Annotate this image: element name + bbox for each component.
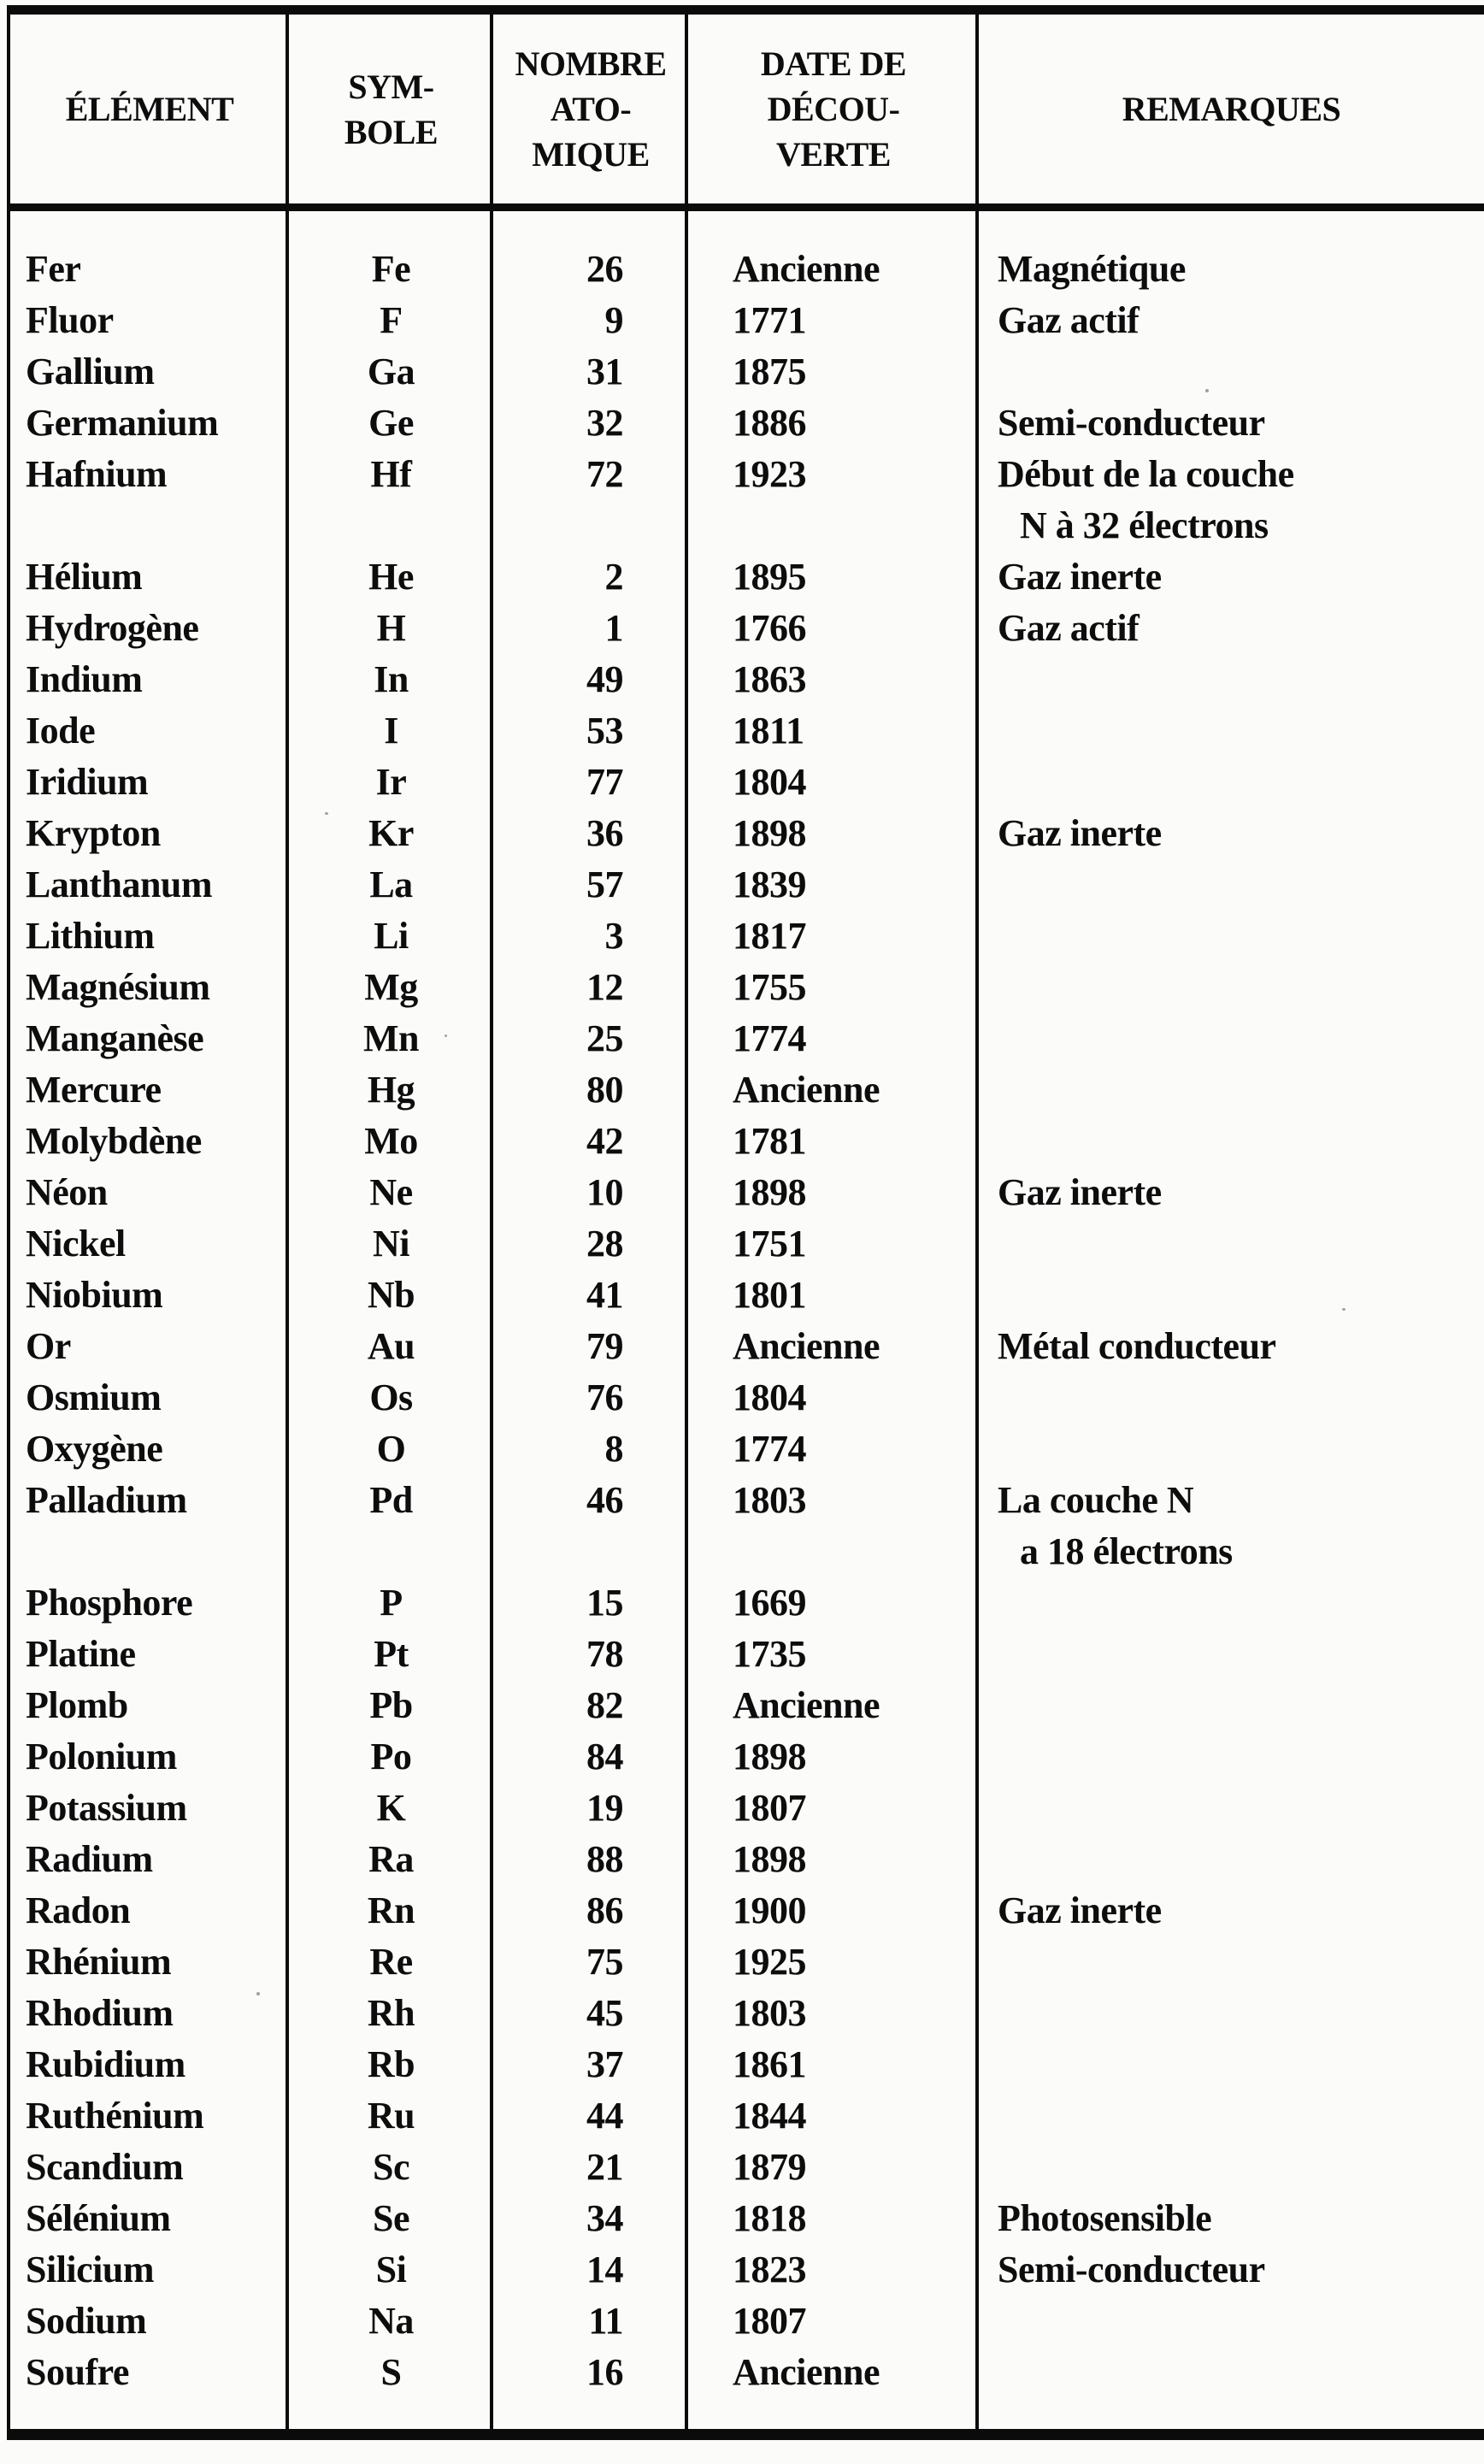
element-symbol: La	[369, 864, 413, 905]
element-name: Sodium	[26, 2300, 147, 2342]
discovery-date: 1803	[733, 1479, 806, 1521]
remark	[979, 654, 1484, 705]
scan-speckle	[325, 812, 328, 815]
element-name: Sélénium	[26, 2197, 171, 2239]
element-name: Scandium	[26, 2146, 184, 2188]
element-symbol: Ra	[368, 1838, 414, 1880]
remark	[979, 2296, 1484, 2347]
discovery-date: 1807	[733, 1787, 806, 1829]
table-row	[10, 1988, 1484, 2039]
header-element	[10, 15, 289, 203]
element-name: Silicium	[26, 2249, 155, 2290]
element-name: Phosphore	[26, 1582, 193, 1624]
discovery-date: 1839	[733, 864, 806, 905]
remark-line1: Gaz inerte	[998, 1171, 1162, 1213]
discovery-date: 1898	[733, 1838, 806, 1880]
discovery-date: Ancienne	[733, 1325, 880, 1367]
table-row	[10, 911, 1484, 962]
table-row	[10, 295, 1484, 346]
table-row	[10, 2244, 1484, 2296]
element-name: Or	[26, 1325, 71, 1367]
atomic-number: 12	[586, 966, 623, 1008]
remark	[979, 2244, 1484, 2296]
atomic-number: 36	[586, 812, 623, 854]
table-row	[10, 1372, 1484, 1424]
discovery-date: 1804	[733, 761, 806, 803]
remark-line1: Début de la couche	[998, 453, 1294, 495]
element-name: Manganèse	[26, 1017, 204, 1059]
element-symbol: He	[368, 556, 414, 598]
table-row	[10, 1475, 1484, 1577]
element-name: Hydrogène	[26, 607, 199, 649]
remark	[979, 2142, 1484, 2193]
element-symbol: Ir	[375, 761, 407, 803]
element-name: Ruthénium	[26, 2095, 204, 2137]
element-name: Krypton	[26, 812, 161, 854]
element-symbol: Re	[369, 1941, 413, 1983]
element-symbol: Ne	[369, 1171, 413, 1213]
remark-line1: Semi-conducteur	[998, 402, 1265, 444]
element-symbol: Ru	[367, 2095, 415, 2137]
remark-line1: Magnétique	[998, 248, 1186, 290]
remark	[979, 1013, 1484, 1064]
atomic-number: 2	[604, 556, 623, 598]
table-row	[10, 859, 1484, 911]
atomic-number: 26	[586, 248, 623, 290]
discovery-date: 1818	[733, 2197, 806, 2239]
table-row	[10, 1167, 1484, 1218]
atomic-number: 53	[586, 710, 623, 752]
atomic-number: 21	[586, 2146, 623, 2188]
atomic-number: 42	[586, 1120, 623, 1162]
element-name: Germanium	[26, 402, 219, 444]
element-name: Rhodium	[26, 1992, 174, 2034]
table-row	[10, 1013, 1484, 1064]
table-header-row	[10, 15, 1484, 211]
scan-speckle	[445, 1035, 447, 1037]
discovery-date: 1803	[733, 1992, 806, 2034]
element-symbol: Fe	[371, 248, 411, 290]
table-row	[10, 1731, 1484, 1783]
atomic-number: 57	[586, 864, 623, 905]
remark-line2: N à 32 électrons	[1020, 504, 1269, 546]
atomic-number: 80	[586, 1069, 623, 1111]
element-name: Radon	[26, 1889, 131, 1931]
element-name: Hafnium	[26, 453, 168, 495]
remark	[979, 1577, 1484, 1629]
table-row	[10, 244, 1484, 295]
discovery-date: Ancienne	[733, 1069, 880, 1111]
atomic-number: 3	[604, 915, 623, 957]
element-symbol: Pb	[369, 1684, 413, 1726]
remark	[979, 603, 1484, 654]
remark	[979, 808, 1484, 859]
discovery-date: 1863	[733, 658, 806, 700]
discovery-date: 1801	[733, 1274, 806, 1316]
element-symbol: O	[376, 1428, 406, 1470]
remark	[979, 244, 1484, 295]
element-name: Soufre	[26, 2351, 129, 2393]
table-row	[10, 2142, 1484, 2193]
column-divider	[286, 15, 289, 2429]
atomic-number: 31	[586, 351, 623, 392]
element-symbol: Ni	[373, 1223, 409, 1264]
element-name: Néon	[26, 1171, 108, 1213]
element-symbol: Kr	[368, 812, 414, 854]
remark	[979, 346, 1484, 398]
scan-speckle	[1205, 389, 1209, 392]
element-symbol: I	[384, 710, 398, 752]
discovery-date: Ancienne	[733, 2351, 880, 2393]
element-symbol: H	[376, 607, 406, 649]
remark	[979, 1936, 1484, 1988]
element-name: Osmium	[26, 1376, 162, 1418]
table-row	[10, 1321, 1484, 1372]
atomic-number: 28	[586, 1223, 623, 1264]
table-row	[10, 551, 1484, 603]
atomic-number: 75	[586, 1941, 623, 1983]
element-symbol: Rn	[367, 1889, 415, 1931]
discovery-date: 1898	[733, 1171, 806, 1213]
element-name: Magnésium	[26, 966, 210, 1008]
atomic-number: 10	[586, 1171, 623, 1213]
atomic-number: 46	[586, 1479, 623, 1521]
remark	[979, 398, 1484, 449]
element-name: Rhénium	[26, 1941, 172, 1983]
discovery-date: 1879	[733, 2146, 806, 2188]
element-symbol: Pt	[374, 1633, 409, 1675]
atomic-number: 72	[586, 453, 623, 495]
discovery-date: 1735	[733, 1633, 806, 1675]
atomic-number: 14	[586, 2249, 623, 2290]
remark	[979, 1218, 1484, 1270]
remark-line1: La couche N	[998, 1479, 1194, 1521]
table-row	[10, 2039, 1484, 2090]
discovery-date: 1895	[733, 556, 806, 598]
table-row	[10, 346, 1484, 398]
element-symbol: Au	[367, 1325, 415, 1367]
table-row	[10, 2193, 1484, 2244]
header-atomic-line3: MIQUE	[532, 135, 650, 174]
table-row	[10, 1936, 1484, 1988]
remark-line1: Gaz actif	[998, 299, 1140, 341]
table-row	[10, 2347, 1484, 2398]
table-row	[10, 1885, 1484, 1936]
element-name: Lanthanum	[26, 864, 213, 905]
discovery-date: 1898	[733, 812, 806, 854]
discovery-date: 1755	[733, 966, 806, 1008]
remark	[979, 1731, 1484, 1783]
element-name: Molybdène	[26, 1120, 202, 1162]
header-element-label: ÉLÉMENT	[65, 90, 234, 128]
remark	[979, 295, 1484, 346]
remark-line1: Photosensible	[998, 2197, 1212, 2239]
discovery-date: 1774	[733, 1017, 806, 1059]
table-row	[10, 1834, 1484, 1885]
table-row	[10, 1064, 1484, 1116]
discovery-date: 1923	[733, 453, 806, 495]
element-name: Gallium	[26, 351, 155, 392]
element-symbol: Li	[374, 915, 409, 957]
element-symbol: F	[380, 299, 403, 341]
header-atomic-line2: ATO-	[550, 90, 632, 128]
element-symbol: Mn	[363, 1017, 419, 1059]
table-body	[10, 211, 1484, 2398]
atomic-number: 11	[588, 2300, 623, 2342]
atomic-number: 8	[604, 1428, 623, 1470]
atomic-number: 25	[586, 1017, 623, 1059]
table-row	[10, 2090, 1484, 2142]
element-name: Mercure	[26, 1069, 162, 1111]
element-symbol: Sc	[373, 2146, 409, 2188]
table-row	[10, 1424, 1484, 1475]
remark-line1: Métal conducteur	[998, 1325, 1276, 1367]
atomic-number: 88	[586, 1838, 623, 1880]
element-name: Platine	[26, 1633, 136, 1675]
table-row	[10, 654, 1484, 705]
discovery-date: Ancienne	[733, 248, 880, 290]
periodic-elements-table	[7, 5, 1484, 2440]
element-name: Potassium	[26, 1787, 187, 1829]
element-symbol: Na	[368, 2300, 414, 2342]
element-name: Polonium	[26, 1736, 177, 1777]
discovery-date: 1807	[733, 2300, 806, 2342]
element-name: Iridium	[26, 761, 149, 803]
element-symbol: Nb	[367, 1274, 415, 1316]
element-symbol: Si	[375, 2249, 407, 2290]
discovery-date: 1669	[733, 1582, 806, 1624]
element-symbol: Mg	[364, 966, 418, 1008]
remark	[979, 1064, 1484, 1116]
atomic-number: 41	[586, 1274, 623, 1316]
remark	[979, 551, 1484, 603]
atomic-number: 15	[586, 1582, 623, 1624]
remark	[979, 705, 1484, 757]
atomic-number: 84	[586, 1736, 623, 1777]
remark	[979, 962, 1484, 1013]
remark-line1: Semi-conducteur	[998, 2249, 1265, 2290]
element-symbol: Mo	[364, 1120, 418, 1162]
header-atomic-number	[493, 15, 688, 203]
element-symbol: Ga	[367, 351, 415, 392]
discovery-date: 1804	[733, 1376, 806, 1418]
remark	[979, 1629, 1484, 1680]
header-date-line1: DATE DE	[760, 44, 907, 83]
remark	[979, 859, 1484, 911]
element-symbol: S	[380, 2351, 402, 2393]
scan-speckle	[1342, 1308, 1346, 1311]
element-symbol: Hg	[367, 1069, 415, 1111]
element-symbol: Se	[373, 2197, 409, 2239]
atomic-number: 16	[586, 2351, 623, 2393]
discovery-date: 1844	[733, 2095, 806, 2137]
discovery-date: 1861	[733, 2043, 806, 2085]
table-row	[10, 1218, 1484, 1270]
atomic-number: 77	[586, 761, 623, 803]
atomic-number: 1	[604, 607, 623, 649]
element-name: Fer	[26, 248, 81, 290]
atomic-number: 44	[586, 2095, 623, 2137]
header-symbol	[289, 15, 493, 203]
element-name: Indium	[26, 658, 143, 700]
table-row	[10, 603, 1484, 654]
remark	[979, 1270, 1484, 1321]
remark-line2: a 18 électrons	[1020, 1530, 1233, 1572]
column-divider	[685, 15, 688, 2429]
header-atomic-line1: NOMBRE	[515, 44, 667, 83]
remark	[979, 2347, 1484, 2398]
atomic-number: 37	[586, 2043, 623, 2085]
remark	[979, 1783, 1484, 1834]
element-symbol: Pd	[369, 1479, 413, 1521]
header-symbol-line1: SYM-	[348, 67, 434, 106]
discovery-date: 1811	[733, 710, 804, 752]
discovery-date: Ancienne	[733, 1684, 880, 1726]
remark	[979, 1372, 1484, 1424]
table-row	[10, 398, 1484, 449]
discovery-date: 1774	[733, 1428, 806, 1470]
remark	[979, 911, 1484, 962]
discovery-date: 1898	[733, 1736, 806, 1777]
atomic-number: 49	[586, 658, 623, 700]
atomic-number: 76	[586, 1376, 623, 1418]
discovery-date: 1771	[733, 299, 806, 341]
table-row	[10, 1577, 1484, 1629]
discovery-date: 1875	[733, 351, 806, 392]
element-name: Rubidium	[26, 2043, 186, 2085]
remark	[979, 1424, 1484, 1475]
element-symbol: In	[374, 658, 409, 700]
remark	[979, 1885, 1484, 1936]
remark	[979, 1167, 1484, 1218]
atomic-number: 32	[586, 402, 623, 444]
scan-speckle	[256, 1992, 260, 1995]
remark	[979, 1116, 1484, 1167]
element-name: Iode	[26, 710, 96, 752]
remark-line1: Gaz inerte	[998, 812, 1162, 854]
element-name: Fluor	[26, 299, 114, 341]
element-symbol: Rb	[367, 2043, 415, 2085]
element-name: Plomb	[26, 1684, 128, 1726]
remark	[979, 449, 1484, 551]
atomic-number: 34	[586, 2197, 623, 2239]
remark-line1: Gaz inerte	[998, 1889, 1162, 1931]
atomic-number: 82	[586, 1684, 623, 1726]
element-name: Oxygène	[26, 1428, 163, 1470]
remark-line1: Gaz actif	[998, 607, 1140, 649]
atomic-number: 9	[604, 299, 623, 341]
element-symbol: Po	[370, 1736, 412, 1777]
atomic-number: 86	[586, 1889, 623, 1931]
table-row	[10, 962, 1484, 1013]
element-symbol: Hf	[370, 453, 412, 495]
column-divider	[490, 15, 493, 2429]
header-symbol-line2: BOLE	[344, 112, 439, 151]
discovery-date: 1781	[733, 1120, 806, 1162]
element-symbol: Rh	[367, 1992, 415, 2034]
discovery-date: 1823	[733, 2249, 806, 2290]
table-row	[10, 757, 1484, 808]
element-name: Niobium	[26, 1274, 163, 1316]
remark	[979, 1988, 1484, 2039]
element-name: Lithium	[26, 915, 155, 957]
atomic-number: 19	[586, 1787, 623, 1829]
remark	[979, 1680, 1484, 1731]
remark	[979, 1321, 1484, 1372]
table-row	[10, 1783, 1484, 1834]
table-row	[10, 2296, 1484, 2347]
header-date-line3: VERTE	[776, 135, 891, 174]
header-date-line2: DÉCOU-	[767, 90, 900, 128]
remark	[979, 2039, 1484, 2090]
atomic-number: 45	[586, 1992, 623, 2034]
remark	[979, 1834, 1484, 1885]
column-divider	[975, 15, 979, 2429]
element-name: Nickel	[26, 1223, 126, 1264]
discovery-date: 1886	[733, 402, 806, 444]
element-symbol: Ge	[368, 402, 414, 444]
table-row	[10, 808, 1484, 859]
element-symbol: Os	[369, 1376, 413, 1418]
discovery-date: 1900	[733, 1889, 806, 1931]
discovery-date: 1817	[733, 915, 806, 957]
element-name: Hélium	[26, 556, 143, 598]
remark	[979, 2090, 1484, 2142]
header-discovery-date	[688, 15, 979, 203]
element-name: Radium	[26, 1838, 153, 1880]
header-remarks	[979, 15, 1484, 203]
header-remarks-label: REMARQUES	[1122, 90, 1341, 128]
element-symbol: K	[376, 1787, 406, 1829]
remark-line1: Gaz inerte	[998, 556, 1162, 598]
table-row	[10, 1680, 1484, 1731]
discovery-date: 1766	[733, 607, 806, 649]
remark	[979, 757, 1484, 808]
table-row	[10, 449, 1484, 551]
discovery-date: 1925	[733, 1941, 806, 1983]
table-row	[10, 1629, 1484, 1680]
remark	[979, 2193, 1484, 2244]
discovery-date: 1751	[733, 1223, 806, 1264]
table-row	[10, 1270, 1484, 1321]
table-row	[10, 1116, 1484, 1167]
element-symbol: P	[380, 1582, 403, 1624]
atomic-number: 79	[586, 1325, 623, 1367]
remark	[979, 1475, 1484, 1577]
table-row	[10, 705, 1484, 757]
atomic-number: 78	[586, 1633, 623, 1675]
element-name: Palladium	[26, 1479, 187, 1521]
